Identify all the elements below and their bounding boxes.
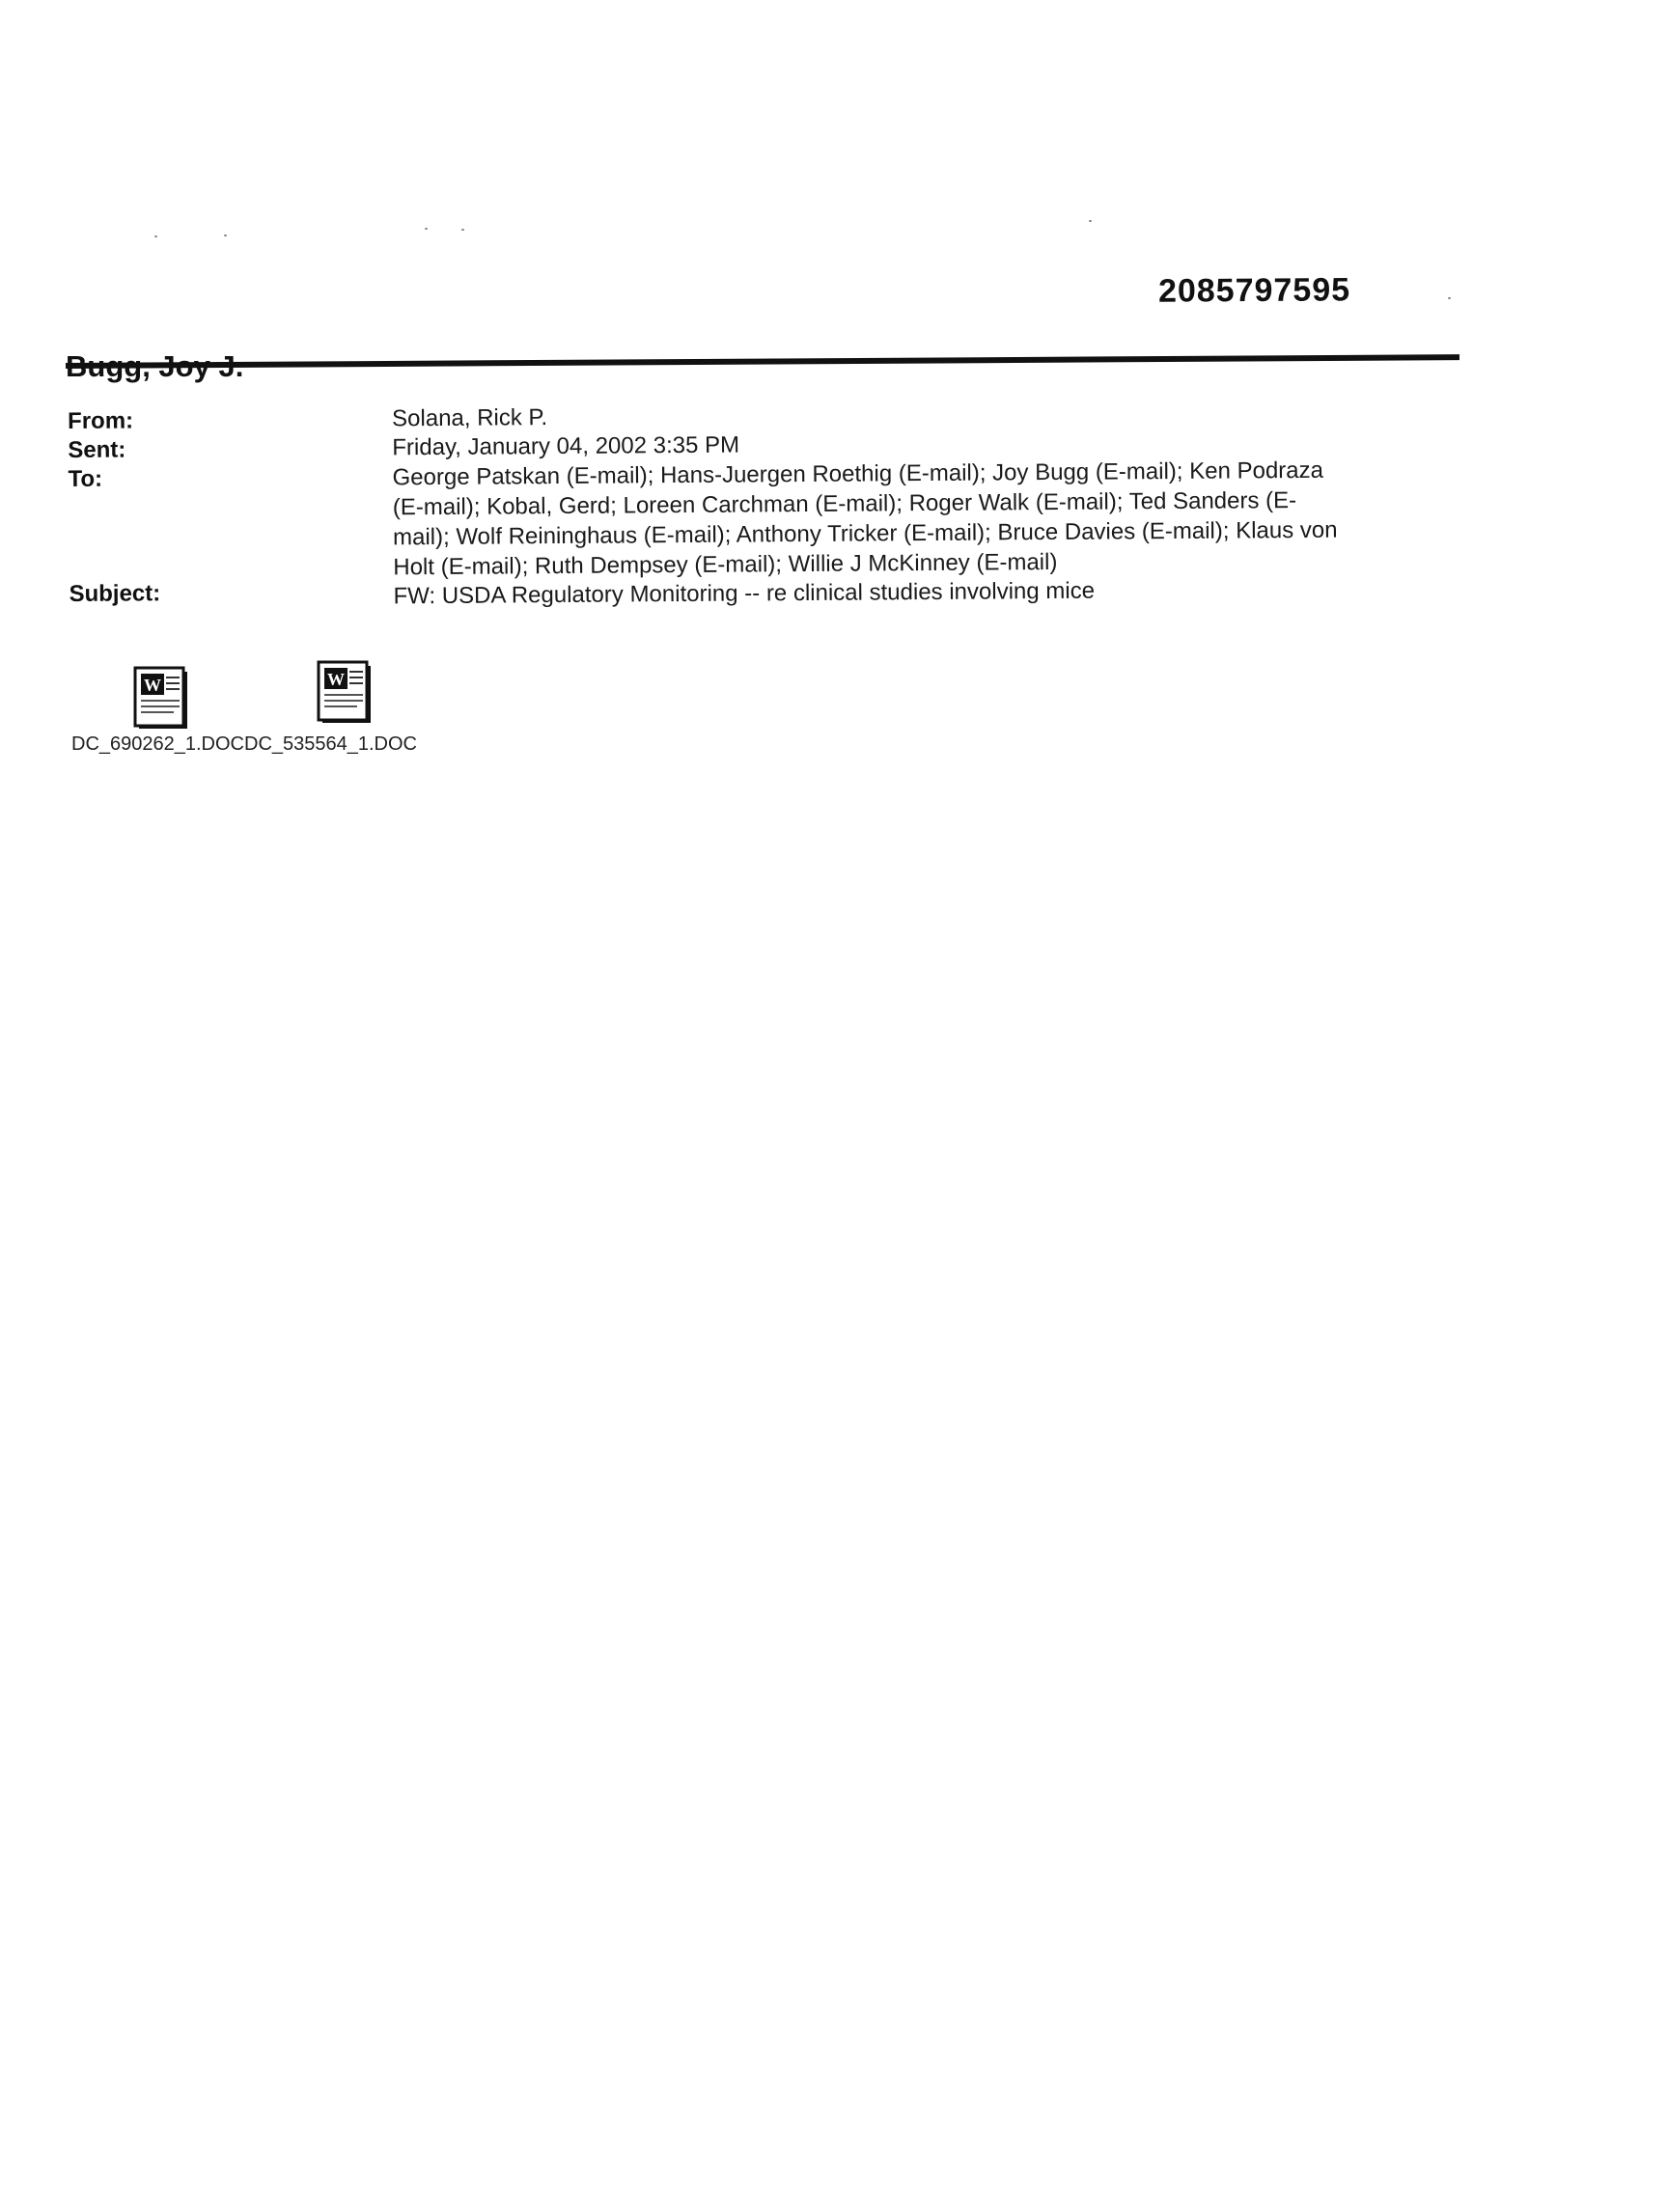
sent-label: Sent: [68,436,126,463]
svg-text:W: W [327,670,345,689]
from-value: Solana, Rick P. [391,404,548,432]
attachments-area [71,658,477,764]
subject-label: Subject: [69,580,161,607]
svg-text:W: W [144,676,161,695]
subject-value: FW: USDA Regulatory Monitoring -- re clinical studies involving mice [393,577,1096,610]
subject-row [69,544,1459,614]
scan-speck [224,235,227,236]
email-header [68,397,1460,614]
to-recipients-line: (E-mail); Kobal, Gerd; Loreen Carchman (E-mail); Roger Walk (E-mail); Ted Sanders (E- [392,487,1297,521]
to-recipients-line: George Patskan (E-mail); Hans-Juergen Roethig (E-mail); Joy Bugg (E-mail); Ken Podraza [392,456,1324,491]
scan-speck [425,228,428,230]
from-label: From: [68,407,134,434]
scan-speck [154,235,157,237]
scan-speck [461,229,464,231]
attachment-filenames[interactable]: DC_690262_1.DOCDC_535564_1.DOC [71,733,417,755]
header-rule [66,354,1460,369]
word-document-icon[interactable] [131,664,193,730]
sent-value: Friday, January 04, 2002 3:35 PM [392,431,740,461]
to-recipients-line: Holt (E-mail); Ruth Dempsey (E-mail); Willie J McKinney (E-mail) [393,548,1058,581]
to-label: To: [68,465,103,492]
word-document-icon[interactable] [315,658,376,724]
scan-speck [1089,220,1092,222]
to-recipients-line: mail); Wolf Reininghaus (E-mail); Anthony Tricker (E-mail); Bruce Davies (E-mail); Klaus von [392,516,1338,551]
scan-speck [1448,297,1451,299]
bates-number: 2085797595 [1157,271,1351,310]
